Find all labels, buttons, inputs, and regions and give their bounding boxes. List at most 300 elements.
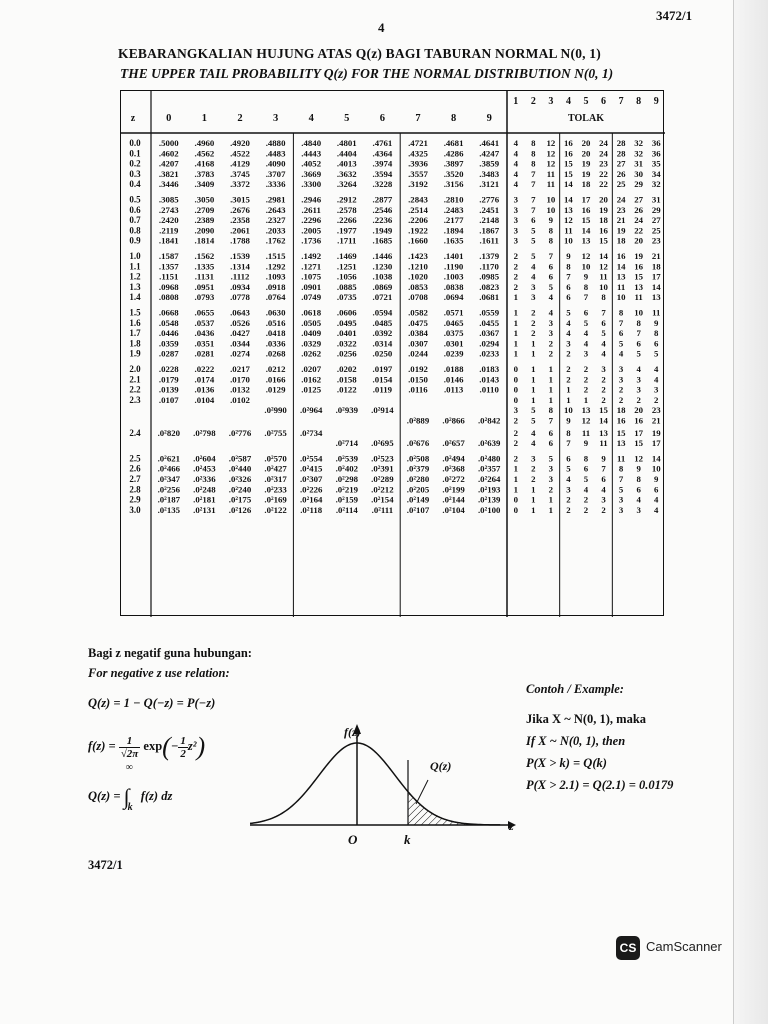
diff-value: 4 [548,307,554,318]
diff-value: 1 [583,394,589,405]
q-value: .0²639 [477,438,501,449]
diff-value: 7 [548,251,554,261]
diff-value: 15 [599,235,608,246]
q-value: .0113 [443,384,464,395]
q-value: .1093 [265,271,286,282]
diff-value: 2 [548,348,554,359]
pdf-minus: − [170,738,179,753]
q-value: .0²118 [300,504,323,515]
diff-value: 13 [581,405,591,416]
col-header: 7 [415,113,421,124]
diff-value: 4 [513,138,518,148]
diff-value: 14 [599,415,608,426]
diff-value: 4 [566,317,571,328]
diff-value: 2 [583,374,589,385]
diff-value: 8 [531,138,536,148]
origin-label: O [348,832,358,847]
q-value: .1075 [301,271,322,282]
diff-value: 2 [548,338,554,349]
diff-value: 19 [581,158,591,169]
q-value: .0²114 [335,504,358,515]
z-value: 1.2 [129,271,141,282]
q-value: .0²734 [299,427,323,438]
q-value: .0183 [479,364,500,374]
q-value: .4325 [408,148,428,159]
z-value: 2.0 [129,364,141,374]
diff-value: 6 [654,484,659,495]
q-value: .2810 [443,194,464,205]
diff-value: 21 [651,415,661,426]
q-value: .0²820 [157,427,181,438]
diff-value: 17 [581,194,591,205]
q-value: .4920 [230,138,250,148]
diff-value: 1 [531,504,536,515]
q-value: .0336 [265,338,286,349]
diff-value: 2 [531,474,536,484]
pdf-numerator: 1 [119,735,141,748]
q-value: .1867 [479,225,500,236]
diff-value: 1 [513,338,518,349]
diff-value: 0 [513,394,518,405]
pdf-exp: exp [143,738,163,753]
diff-value: 2 [548,484,554,495]
q-value: .0228 [158,364,179,374]
diff-value: 3 [513,215,518,226]
diff-value: 6 [583,463,589,474]
q-value: .0²554 [299,453,323,464]
q-value: .4364 [372,148,393,159]
diff-value: 4 [636,364,641,374]
q-value: .2743 [158,204,179,215]
q-value: .0526 [230,317,250,328]
q-value: .0129 [265,384,286,395]
diff-value: 16 [564,148,573,159]
diff-value: 3 [513,225,518,236]
q-value: .0²508 [406,453,430,464]
q-value: .2061 [230,225,250,236]
diff-value: 16 [616,251,626,261]
q-value: .0²169 [264,494,287,505]
diff-value: 1 [531,384,536,395]
q-value: .0²842 [477,415,501,426]
page-number: 4 [378,20,385,35]
q-value: .3632 [336,168,357,179]
q-value: .0²181 [193,494,216,505]
q-rhs: f(z) dz [140,788,173,803]
q-value: .0²889 [406,415,430,426]
diff-value: 28 [616,138,626,148]
q-value: .0²494 [442,453,465,464]
q-value: .0853 [408,281,428,292]
z-value: 1.5 [129,307,141,318]
q-value: .0571 [443,307,464,318]
diff-value: 9 [583,271,589,282]
q-value: .0²272 [442,474,465,484]
diff-value: 6 [636,338,641,349]
k-label: k [404,832,411,847]
diff-value: 4 [601,348,606,359]
diff-value: 9 [566,251,571,261]
q-value: .0²126 [228,504,252,515]
diff-value: 2 [531,328,536,339]
example-line-4: P(X > 2.1) = Q(2.1) = 0.0179 [526,778,674,792]
diff-label: TOLAK [568,113,604,124]
diff-value: 7 [548,415,554,426]
q-value: .0375 [443,328,464,339]
diff-value: 2 [566,494,571,505]
q-value: .0²466 [157,463,181,474]
diff-value: 4 [531,261,536,272]
q-value: .0²990 [264,405,287,416]
q-value: .0559 [479,307,500,318]
diff-value: 4 [583,338,589,349]
diff-value: 5 [601,328,606,339]
q-value: .0104 [194,394,215,405]
diff-value: 2 [583,494,589,505]
diff-value: 4 [513,158,518,169]
diff-value: 13 [599,427,608,438]
diff-value: 7 [531,168,536,179]
bell-curve [250,743,500,825]
q-value: .0951 [194,281,215,292]
diff-value: 4 [601,484,606,495]
diff-value: 2 [513,261,518,272]
diff-value: 24 [634,215,644,226]
diff-value: 7 [566,438,571,449]
diff-value: 7 [618,317,624,328]
q-value: .0192 [408,364,428,374]
q-value: .0262 [301,348,322,359]
pdf-half-den: 2 [180,747,186,760]
q-value: .0²187 [157,494,181,505]
q-value: .0²233 [264,484,287,495]
q-value: .1423 [408,251,428,261]
diff-value: 2 [566,374,571,385]
diff-value: 29 [634,179,644,190]
q-value: .0475 [408,317,428,328]
q-value: .0250 [372,348,393,359]
q-value: .3446 [158,179,179,190]
left-paren: ( [162,732,171,761]
diff-value: 8 [618,463,624,474]
q-value: .0²289 [371,474,394,484]
q-value: .0548 [158,317,179,328]
q-value: .0²604 [193,453,216,464]
q-value: .0²317 [264,474,287,484]
col-header: 2 [237,113,243,124]
q-value: .3300 [301,179,322,190]
q-value: .2483 [443,204,464,215]
diff-value: 26 [616,168,626,179]
q-value: .4801 [336,138,357,148]
diff-value: 2 [601,374,606,385]
q-value: .1335 [194,261,215,272]
diff-value: 14 [616,261,626,272]
diff-value: 9 [548,215,554,226]
q-value: .0²280 [406,474,430,484]
q-value: .0139 [158,384,179,395]
diff-value: 2 [513,281,518,292]
q-value: .0²144 [442,494,465,505]
q-value: .1210 [408,261,428,272]
diff-value: 20 [634,405,644,416]
integral-lower: k [127,802,133,813]
diff-value: 13 [581,235,591,246]
q-value: .1736 [301,235,322,246]
q-value: .2676 [230,204,250,215]
diff-value: 5 [583,317,589,328]
q-value: .1151 [159,271,179,282]
diff-value: 2 [618,394,624,405]
diff-value: 6 [636,484,641,495]
q-value: .0162 [301,374,322,385]
q-value: .0²391 [371,463,394,474]
diff-value: 1 [513,348,518,359]
diff-value: 4 [531,438,536,449]
q-value: .3483 [479,168,500,179]
q-value: .0²154 [371,494,394,505]
diff-value: 19 [616,225,626,236]
q-value: .0²175 [228,494,252,505]
z-value: 0.8 [129,225,141,236]
diff-value: 14 [651,453,661,464]
diff-value: 19 [634,251,644,261]
q-value: .3707 [265,168,286,179]
camscanner-logo-icon: CS [616,936,640,960]
q-value: .4840 [301,138,322,148]
diff-value: 15 [616,427,626,438]
z-value: 2.3 [129,394,141,405]
diff-value: 1 [531,348,536,359]
diff-value: 28 [616,148,626,159]
diff-value: 14 [599,251,608,261]
q-value: .2611 [301,204,321,215]
q-value: .0²298 [335,474,359,484]
diff-value: 3 [601,364,606,374]
q-value: .1251 [336,261,357,272]
example-heading: Contoh / Example: [526,682,624,696]
diff-value: 4 [654,374,659,385]
diff-value: 4 [531,427,536,438]
q-value: .0110 [479,384,499,395]
q-value: .0²914 [371,405,394,416]
diff-value: 8 [548,235,554,246]
diff-value: 8 [548,405,554,416]
diff-value: 2 [583,504,589,515]
diff-value: 6 [601,317,606,328]
diff-header: 4 [565,96,571,107]
q-value: .0885 [336,281,357,292]
diff-value: 5 [531,225,536,236]
diff-value: 8 [531,148,536,159]
q-value: .0934 [230,281,250,292]
diff-value: 3 [531,292,536,303]
q-value: .1977 [336,225,357,236]
diff-value: 2 [566,504,571,515]
q-value: .4522 [230,148,250,159]
diff-value: 12 [599,261,608,272]
z-value: 2.6 [129,463,141,474]
q-value: .0359 [158,338,179,349]
diff-value: 8 [566,261,571,272]
q-value: .0102 [230,394,250,405]
diff-value: 2 [531,463,536,474]
diff-header: 1 [513,96,519,107]
diff-value: 25 [616,179,626,190]
q-value: .4880 [265,138,286,148]
diff-value: 1 [531,484,536,495]
q-value: .0668 [158,307,179,318]
diff-value: 6 [548,427,554,438]
q-value: .2206 [408,215,428,226]
q-value: .4483 [265,148,286,159]
diff-value: 5 [531,251,536,261]
q-value: .2005 [301,225,322,236]
diff-value: 15 [634,438,644,449]
diff-header: 6 [601,96,607,107]
q-value: .0²427 [264,463,287,474]
diff-value: 7 [566,271,571,282]
q-value: .0²798 [193,427,216,438]
q-value: .1446 [372,251,393,261]
pdf-half-num: 1 [180,734,186,747]
q-value: .2912 [336,194,357,205]
diff-value: 8 [618,307,624,318]
q-value: .4404 [336,148,357,159]
diff-value: 16 [634,261,644,272]
q-value: .3974 [372,158,393,169]
diff-value: 10 [651,463,661,474]
q-value: .0²714 [335,438,359,449]
probability-table-grid [121,91,665,617]
diff-value: 5 [636,348,641,359]
q-value: .0119 [372,384,393,395]
q-value: .0²326 [228,474,252,484]
q-integral-formula [88,762,173,813]
q-value: .1469 [336,251,357,261]
diff-value: 13 [616,438,626,449]
q-value: .0²135 [157,504,181,515]
col-header: 8 [450,113,457,124]
diff-value: 15 [599,405,608,416]
q-value: .0²104 [442,504,465,515]
diff-value: 5 [531,405,536,416]
camscanner-label: CamScanner [646,939,722,954]
col-header: 5 [344,113,350,124]
z-value: 2.7 [129,474,141,484]
z-value: 0.9 [129,235,141,246]
q-value: .0485 [372,317,393,328]
q-value: .3015 [230,194,250,205]
q-value: .0²107 [406,504,430,515]
diff-value: 4 [566,474,571,484]
diff-value: 24 [616,194,626,205]
z-value: 0.1 [129,148,141,159]
diff-value: 3 [566,338,571,349]
diff-value: 3 [513,204,518,215]
integral-sign-icon: ∫ [123,784,130,809]
q-value: .1401 [443,251,464,261]
diff-value: 9 [654,317,659,328]
diff-value: 12 [581,251,591,261]
q-value: .0233 [479,348,500,359]
diff-value: 4 [513,148,518,159]
q-value: .4247 [479,148,500,159]
q-value: .0²199 [442,484,465,495]
q-value: .0268 [265,348,286,359]
z-value: 3.0 [129,504,141,515]
diff-value: 31 [634,158,644,169]
diff-value: 0 [513,504,518,515]
diff-value: 12 [546,148,556,159]
q-value: .1020 [408,271,428,282]
q-value: .1635 [443,235,464,246]
diff-value: 1 [566,384,571,395]
z-value: 2.8 [129,484,141,495]
diff-value: 26 [634,204,644,215]
q-value: .0307 [408,338,428,349]
q-value: .0202 [336,364,357,374]
diff-value: 22 [599,168,608,179]
q-value: .3557 [408,168,428,179]
diff-header: 5 [583,96,589,107]
q-value: .0207 [301,364,322,374]
diff-header: 8 [636,96,642,107]
diff-value: 20 [581,148,591,159]
q-value: .0274 [230,348,250,359]
q-value: .1271 [301,261,322,272]
q-value: .4960 [194,138,215,148]
diff-value: 1 [513,317,518,328]
col-header: 1 [201,113,208,124]
q-value: .0²523 [371,453,394,464]
z-value: 1.6 [129,317,141,328]
q-value: .0606 [336,307,357,318]
diff-value: 9 [566,415,571,426]
q-value: .0401 [336,328,357,339]
q-value: .0174 [194,374,215,385]
diff-value: 11 [599,271,608,282]
diff-value: 13 [651,292,661,303]
q-value: .0166 [265,374,286,385]
diff-value: 3 [601,494,606,505]
q-value: .0239 [443,348,464,359]
pdf-half [178,735,188,760]
diff-value: 1 [531,364,536,374]
diff-value: 32 [634,138,644,148]
q-value: .0465 [443,317,464,328]
z-value: 1.4 [129,292,141,303]
q-value: .0²219 [335,484,359,495]
diff-value: 5 [618,338,624,349]
q-value: .1539 [230,251,250,261]
q-value: .0²402 [335,463,359,474]
example-line-2: If X ~ N(0, 1), then [526,734,626,748]
z-value: 0.4 [129,179,141,190]
z-value: 2.5 [129,453,141,464]
q-value: .0125 [301,384,322,395]
q-value: .0²676 [406,438,430,449]
q-value: .0322 [336,338,357,349]
q-value: .1515 [265,251,286,261]
diff-value: 8 [531,158,536,169]
shaded-tail-area [408,792,500,825]
q-value: .2451 [479,204,500,215]
diff-value: 1 [531,338,536,349]
diff-value: 16 [581,204,591,215]
diff-value: 5 [618,484,624,495]
q-value: .0749 [301,292,322,303]
